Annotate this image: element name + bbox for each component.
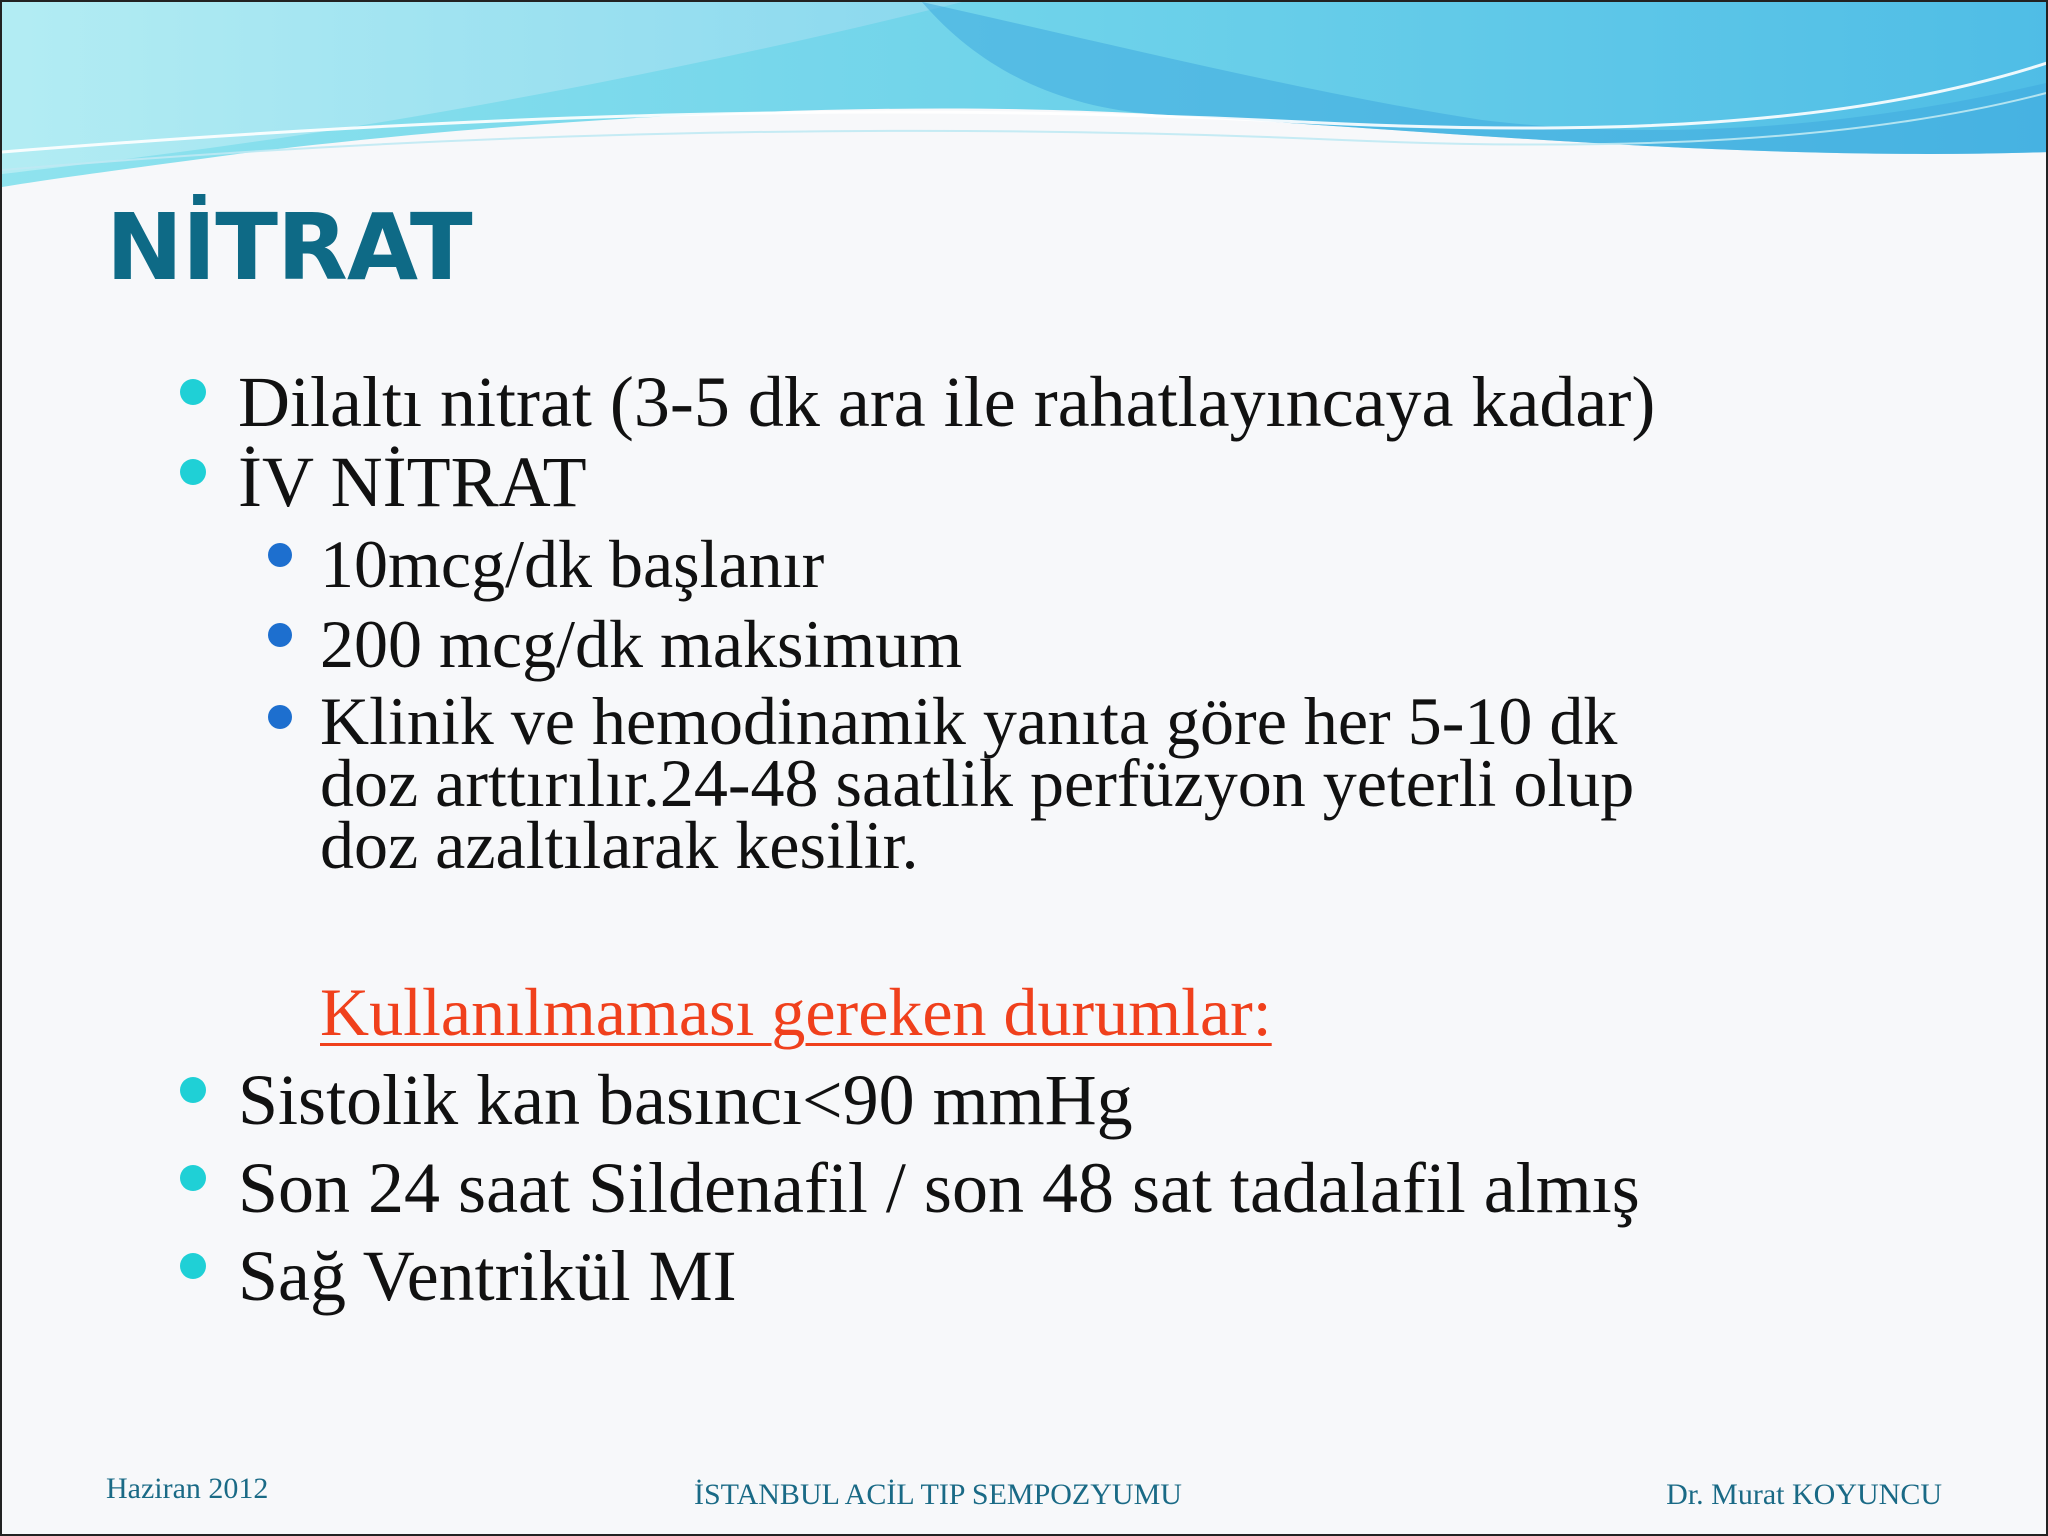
bullet-dot-icon — [180, 1077, 206, 1103]
contraindications-heading: Kullanılmaması gereken durumlar: — [320, 974, 1272, 1050]
sub-bullet-line: Klinik ve hemodinamik yanıta göre her 5-10 dk — [320, 683, 1618, 759]
bullet-item: İV NİTRAT — [238, 442, 587, 522]
bullet-dot-icon — [180, 379, 206, 405]
sub-bullet-dot-icon — [268, 705, 292, 729]
footer-event: İSTANBUL ACİL TIP SEMPOZYUMU — [694, 1478, 1182, 1511]
contraindication-item: Sağ Ventrikül MI — [238, 1236, 737, 1316]
sub-bullet-item: 10mcg/dk başlanır — [320, 526, 825, 602]
bullet-dot-icon — [180, 459, 206, 485]
sub-bullet-line: doz azaltılarak kesilir. — [320, 807, 919, 883]
sub-bullet-dot-icon — [268, 543, 292, 567]
contraindication-item: Sistolik kan basıncı<90 mmHg — [238, 1060, 1133, 1140]
sub-bullet-item: 200 mcg/dk maksimum — [320, 606, 963, 682]
slide-title: NİTRAT — [106, 194, 472, 301]
bullet-item: Dilaltı nitrat (3-5 dk ara ile rahatlayıncaya kadar) — [238, 362, 1656, 442]
footer-date: Haziran 2012 — [106, 1472, 269, 1505]
bullet-dot-icon — [180, 1253, 206, 1279]
sub-bullet-line: doz arttırılır.24-48 saatlik perfüzyon yeterli olup — [320, 745, 1635, 821]
footer-author: Dr. Murat KOYUNCU — [1666, 1478, 1942, 1511]
contraindication-item: Son 24 saat Sildenafil / son 48 sat tadalafil almış — [238, 1148, 1640, 1228]
slide-content — [2, 2, 2048, 1536]
bullet-dot-icon — [180, 1165, 206, 1191]
sub-bullet-dot-icon — [268, 623, 292, 647]
sub-bullet-multiline-item — [320, 683, 1635, 883]
